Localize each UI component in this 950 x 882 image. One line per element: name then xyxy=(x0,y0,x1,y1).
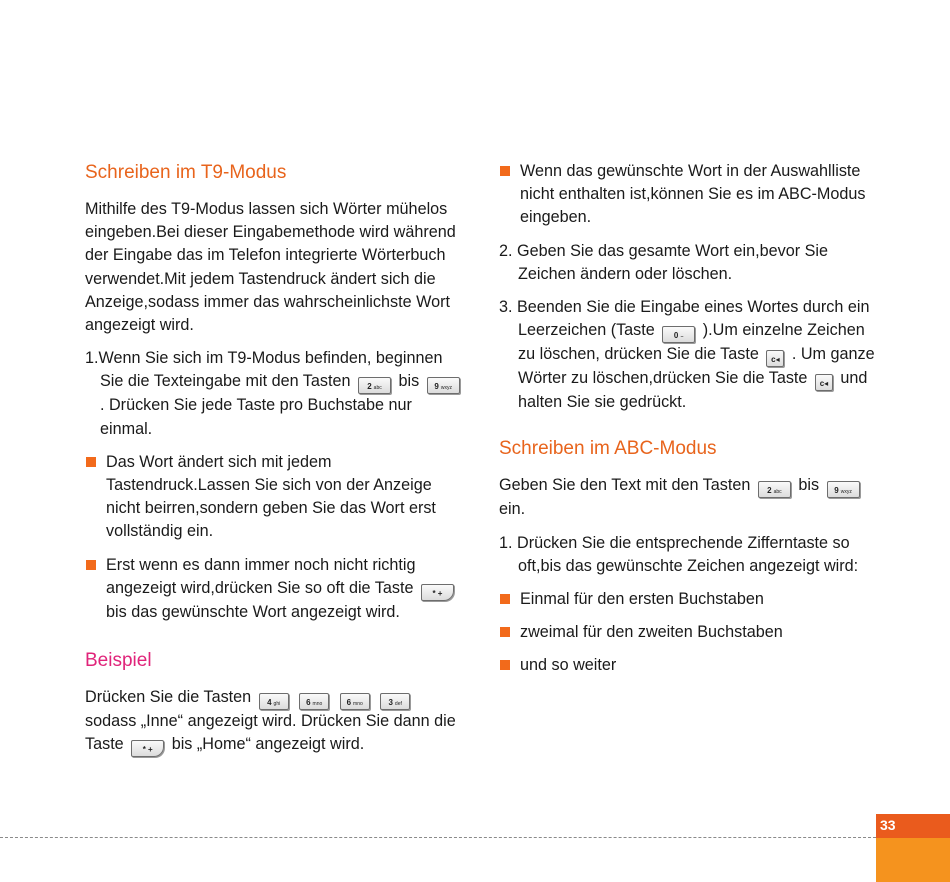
t9-bullet-2: Erst wenn es dann immer noch nicht richtig angezeigt wird,drücken Sie so oft die Taste * + bis das gewünschte Wort angezeigt wird. xyxy=(85,554,465,624)
heading-abc-mode: Schreiben im ABC-Modus xyxy=(499,438,717,460)
heading-t9-mode: Schreiben im T9-Modus xyxy=(85,162,287,183)
left-column xyxy=(85,160,465,757)
key-3-icon: 3 def xyxy=(380,693,410,710)
t9-step-2: 2. Geben Sie das gesamte Wort ein,bevor Sie Zeichen ändern oder löschen. xyxy=(499,241,829,283)
bullet-square-icon xyxy=(86,457,96,467)
bullet-square-icon xyxy=(500,166,510,176)
t9-intro: Mithilfe des T9-Modus lassen sich Wörter mühelos eingeben.Bei dieser Eingabemethode wird während der Eingabe das im Telefon integrierte Wörterbuch verwendet.Mit jedem Tastendruck ändert sich die Anzeige,sodass immer das wahrscheinlichste Wort angezeigt wird. xyxy=(85,200,456,335)
key-6-icon: 6 mno xyxy=(340,693,370,710)
key-9-icon: 9 wxyz xyxy=(427,377,460,394)
t9-bullet-3: Wenn das gewünschte Wort in der Auswahlliste nicht enthalten ist,können Sie es im ABC-Modus eingeben. xyxy=(499,160,879,230)
footer-divider xyxy=(0,837,876,838)
key-9-icon: 9 wxyz xyxy=(827,481,860,498)
t9-bullet-1: Das Wort ändert sich mit jedem Tastendruck.Lassen Sie sich von der Anzeige nicht beirren,sondern geben Sie das Wort erst vollständig ein. xyxy=(85,451,465,544)
heading-example: Beispiel xyxy=(85,650,152,672)
bullet-square-icon xyxy=(500,627,510,637)
key-star-icon: * + xyxy=(421,584,454,601)
abc-bullet-3: und so weiter xyxy=(499,654,879,677)
key-star-icon: * + xyxy=(131,740,164,757)
key-clear-icon: c◂ xyxy=(766,350,784,367)
key-clear-icon: c◂ xyxy=(815,374,833,391)
key-6-icon: 6 mno xyxy=(299,693,329,710)
t9-step-1: 1.Wenn Sie sich im T9-Modus befinden, beginnen Sie die Texteingabe mit den Tasten 2 abc bis 9 wxyz . Drücken Sie jede Taste pro Buchstabe nur einmal. xyxy=(85,347,465,441)
page-number: 33 xyxy=(880,817,896,833)
bullet-square-icon xyxy=(500,660,510,670)
key-2-icon: 2 abc xyxy=(358,377,391,394)
page-number-tab xyxy=(876,814,950,882)
example-text: Drücken Sie die Tasten 4 ghi 6 mno 6 mno 3 def sodass „Inne“ angezeigt wird. Drücken Sie dann die Taste * + bis „Home“ angezeigt wird. xyxy=(85,686,465,757)
key-0-icon: 0 ⌣ xyxy=(662,326,695,343)
key-4-icon: 4 ghi xyxy=(259,693,289,710)
abc-bullet-1: Einmal für den ersten Buchstaben xyxy=(499,588,879,611)
t9-step-3: 3. Beenden Sie die Eingabe eines Wortes durch ein Leerzeichen (Taste 0 ⌣ ).Um einzelne Zeichen zu löschen, drücken Sie die Taste c◂ . Um ganze Wörter zu löschen,drücken Sie die Taste c◂ und halten Sie sie gedrückt. xyxy=(499,298,875,412)
key-2-icon: 2 abc xyxy=(758,481,791,498)
abc-intro: Geben Sie den Text mit den Tasten 2 abc bis 9 wxyz ein. xyxy=(499,474,879,521)
right-column xyxy=(499,160,879,678)
bullet-square-icon xyxy=(86,560,96,570)
bullet-square-icon xyxy=(500,594,510,604)
abc-step-1: 1. Drücken Sie die entsprechende Zifferntaste so oft,bis das gewünschte Zeichen angezeigt wird: xyxy=(499,533,859,575)
abc-bullet-2: zweimal für den zweiten Buchstaben xyxy=(499,621,879,644)
